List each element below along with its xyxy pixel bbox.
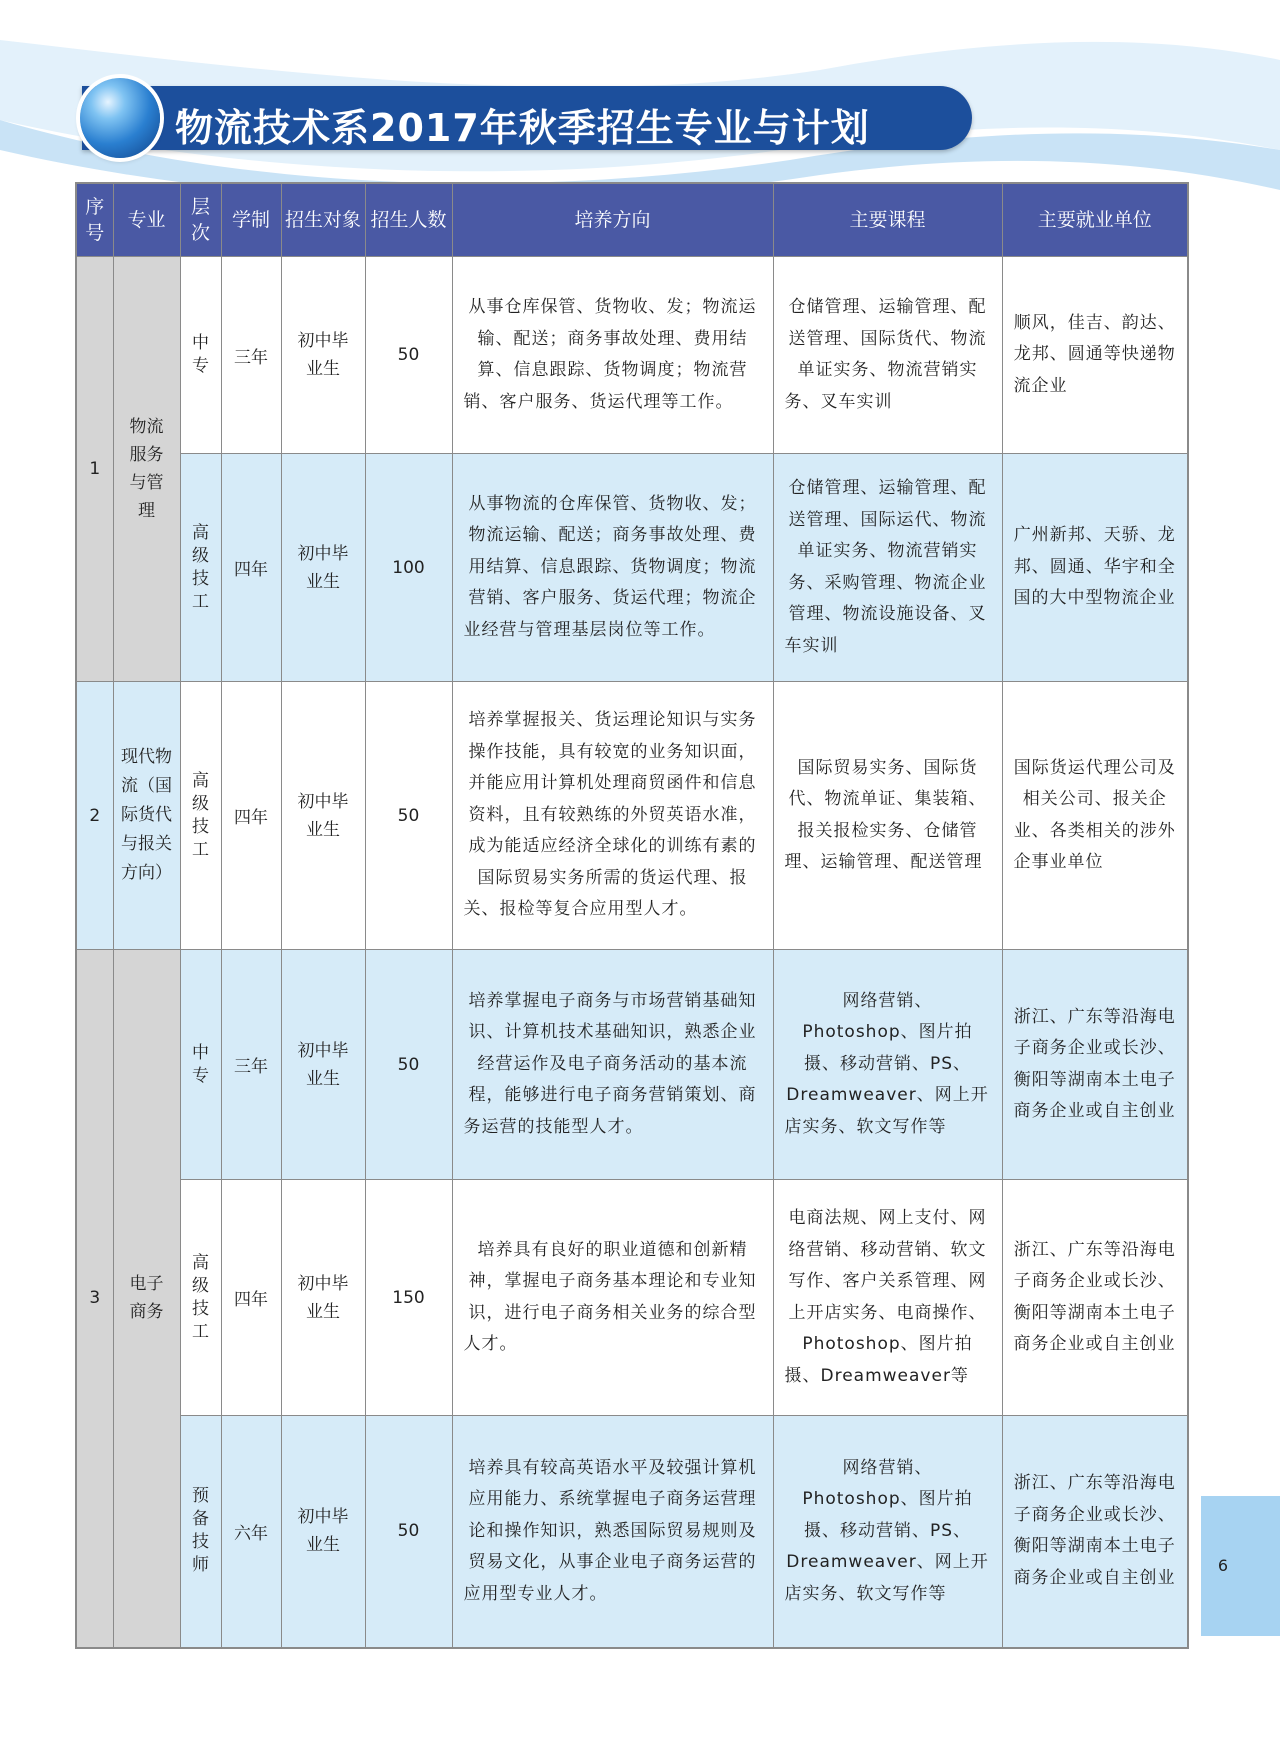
level-cell: 中专 [180,257,221,454]
target-cell: 初中毕业生 [281,682,365,950]
count-cell: 50 [365,257,452,454]
courses-cell: 网络营销、Photoshop、图片拍摄、移动营销、PS、Dreamweaver、网上开店实务、软文写作等 [773,950,1002,1180]
duration-cell: 三年 [221,257,281,454]
page-number: 6 [1217,1556,1229,1575]
level-cell: 中专 [180,950,221,1180]
header-employers: 主要就业单位 [1002,183,1188,257]
header-direction: 培养方向 [452,183,773,257]
header-target: 招生对象 [281,183,365,257]
count-cell: 50 [365,950,452,1180]
table-row [76,682,1188,950]
header-seq: 序号 [76,183,113,257]
table-row [76,950,1188,1180]
direction-cell: 从事物流的仓库保管、货物收、发；物流运输、配送；商务事故处理、费用结算、信息跟踪、货物调度；物流营销、客户服务、货运代理；物流企业经营与管理基层岗位等工作。 [452,454,773,682]
table-row [76,1180,1188,1416]
header-level: 层次 [180,183,221,257]
major-cell: 电子商务 [113,950,180,1648]
table-row [76,1416,1188,1648]
level-cell: 预备技师 [180,1416,221,1648]
target-cell: 初中毕业生 [281,454,365,682]
courses-cell: 电商法规、网上支付、网络营销、移动营销、软文写作、客户关系管理、网上开店实务、电商操作、Photoshop、图片拍摄、Dreamweaver等 [773,1180,1002,1416]
courses-cell: 网络营销、Photoshop、图片拍摄、移动营销、PS、Dreamweaver、网上开店实务、软文写作等 [773,1416,1002,1648]
seq-cell: 1 [76,257,113,682]
courses-cell: 仓储管理、运输管理、配送管理、国际运代、物流单证实务、物流营销实务、采购管理、物流企业管理、物流设施设备、叉车实训 [773,454,1002,682]
seq-cell: 3 [76,950,113,1648]
employers-cell: 国际货运代理公司及相关公司、报关企业、各类相关的涉外企事业单位 [1002,682,1188,950]
direction-cell: 培养掌握报关、货运理论知识与实务操作技能，具有较宽的业务知识面，并能应用计算机处理商贸函件和信息资料，且有较熟练的外贸英语水准，成为能适应经济全球化的训练有素的国际贸易实务所需的货运代理、报关、报检等复合应用型人才。 [452,682,773,950]
employers-cell: 浙江、广东等沿海电子商务企业或长沙、衡阳等湖南本土电子商务企业或自主创业 [1002,1416,1188,1648]
major-cell: 现代物流（国际货代与报关方向） [113,682,180,950]
employers-cell: 浙江、广东等沿海电子商务企业或长沙、衡阳等湖南本土电子商务企业或自主创业 [1002,1180,1188,1416]
target-cell: 初中毕业生 [281,950,365,1180]
table-row [76,454,1188,682]
count-cell: 100 [365,454,452,682]
table-row [76,257,1188,454]
duration-cell: 三年 [221,950,281,1180]
duration-cell: 四年 [221,454,281,682]
level-cell: 高级技工 [180,682,221,950]
direction-cell: 培养具有较高英语水平及较强计算机应用能力、系统掌握电子商务运营理论和操作知识，熟悉国际贸易规则及贸易文化，从事企业电子商务运营的应用型专业人才。 [452,1416,773,1648]
direction-cell: 培养具有良好的职业道德和创新精神，掌握电子商务基本理论和专业知识，进行电子商务相关业务的综合型人才。 [452,1180,773,1416]
direction-cell: 从事仓库保管、货物收、发；物流运输、配送；商务事故处理、费用结算、信息跟踪、货物调度；物流营销、客户服务、货运代理等工作。 [452,257,773,454]
employers-cell: 广州新邦、天骄、龙邦、圆通、华宇和全国的大中型物流企业 [1002,454,1188,682]
header-courses: 主要课程 [773,183,1002,257]
target-cell: 初中毕业生 [281,257,365,454]
direction-cell: 培养掌握电子商务与市场营销基础知识、计算机技术基础知识，熟悉企业经营运作及电子商务活动的基本流程，能够进行电子商务营销策划、商务运营的技能型人才。 [452,950,773,1180]
seq-cell: 2 [76,682,113,950]
courses-cell: 国际贸易实务、国际货代、物流单证、集装箱、报关报检实务、仓储管理、运输管理、配送管理 [773,682,1002,950]
level-cell: 高级技工 [180,454,221,682]
header-count: 招生人数 [365,183,452,257]
header-duration: 学制 [221,183,281,257]
globe-icon [80,78,160,158]
courses-cell: 仓储管理、运输管理、配送管理、国际货代、物流单证实务、物流营销实务、叉车实训 [773,257,1002,454]
target-cell: 初中毕业生 [281,1180,365,1416]
target-cell: 初中毕业生 [281,1416,365,1648]
count-cell: 150 [365,1180,452,1416]
count-cell: 50 [365,1416,452,1648]
enrollment-plan-table [75,182,1189,1649]
employers-cell: 浙江、广东等沿海电子商务企业或长沙、衡阳等湖南本土电子商务企业或自主创业 [1002,950,1188,1180]
table-header-row [76,183,1188,257]
page-title: 物流技术系2017年秋季招生专业与计划 [175,106,870,150]
level-cell: 高级技工 [180,1180,221,1416]
duration-cell: 六年 [221,1416,281,1648]
duration-cell: 四年 [221,1180,281,1416]
duration-cell: 四年 [221,682,281,950]
header-major: 专业 [113,183,180,257]
major-cell: 物流服务与管理 [113,257,180,682]
count-cell: 50 [365,682,452,950]
employers-cell: 顺风，佳吉、韵达、龙邦、圆通等快递物流企业 [1002,257,1188,454]
